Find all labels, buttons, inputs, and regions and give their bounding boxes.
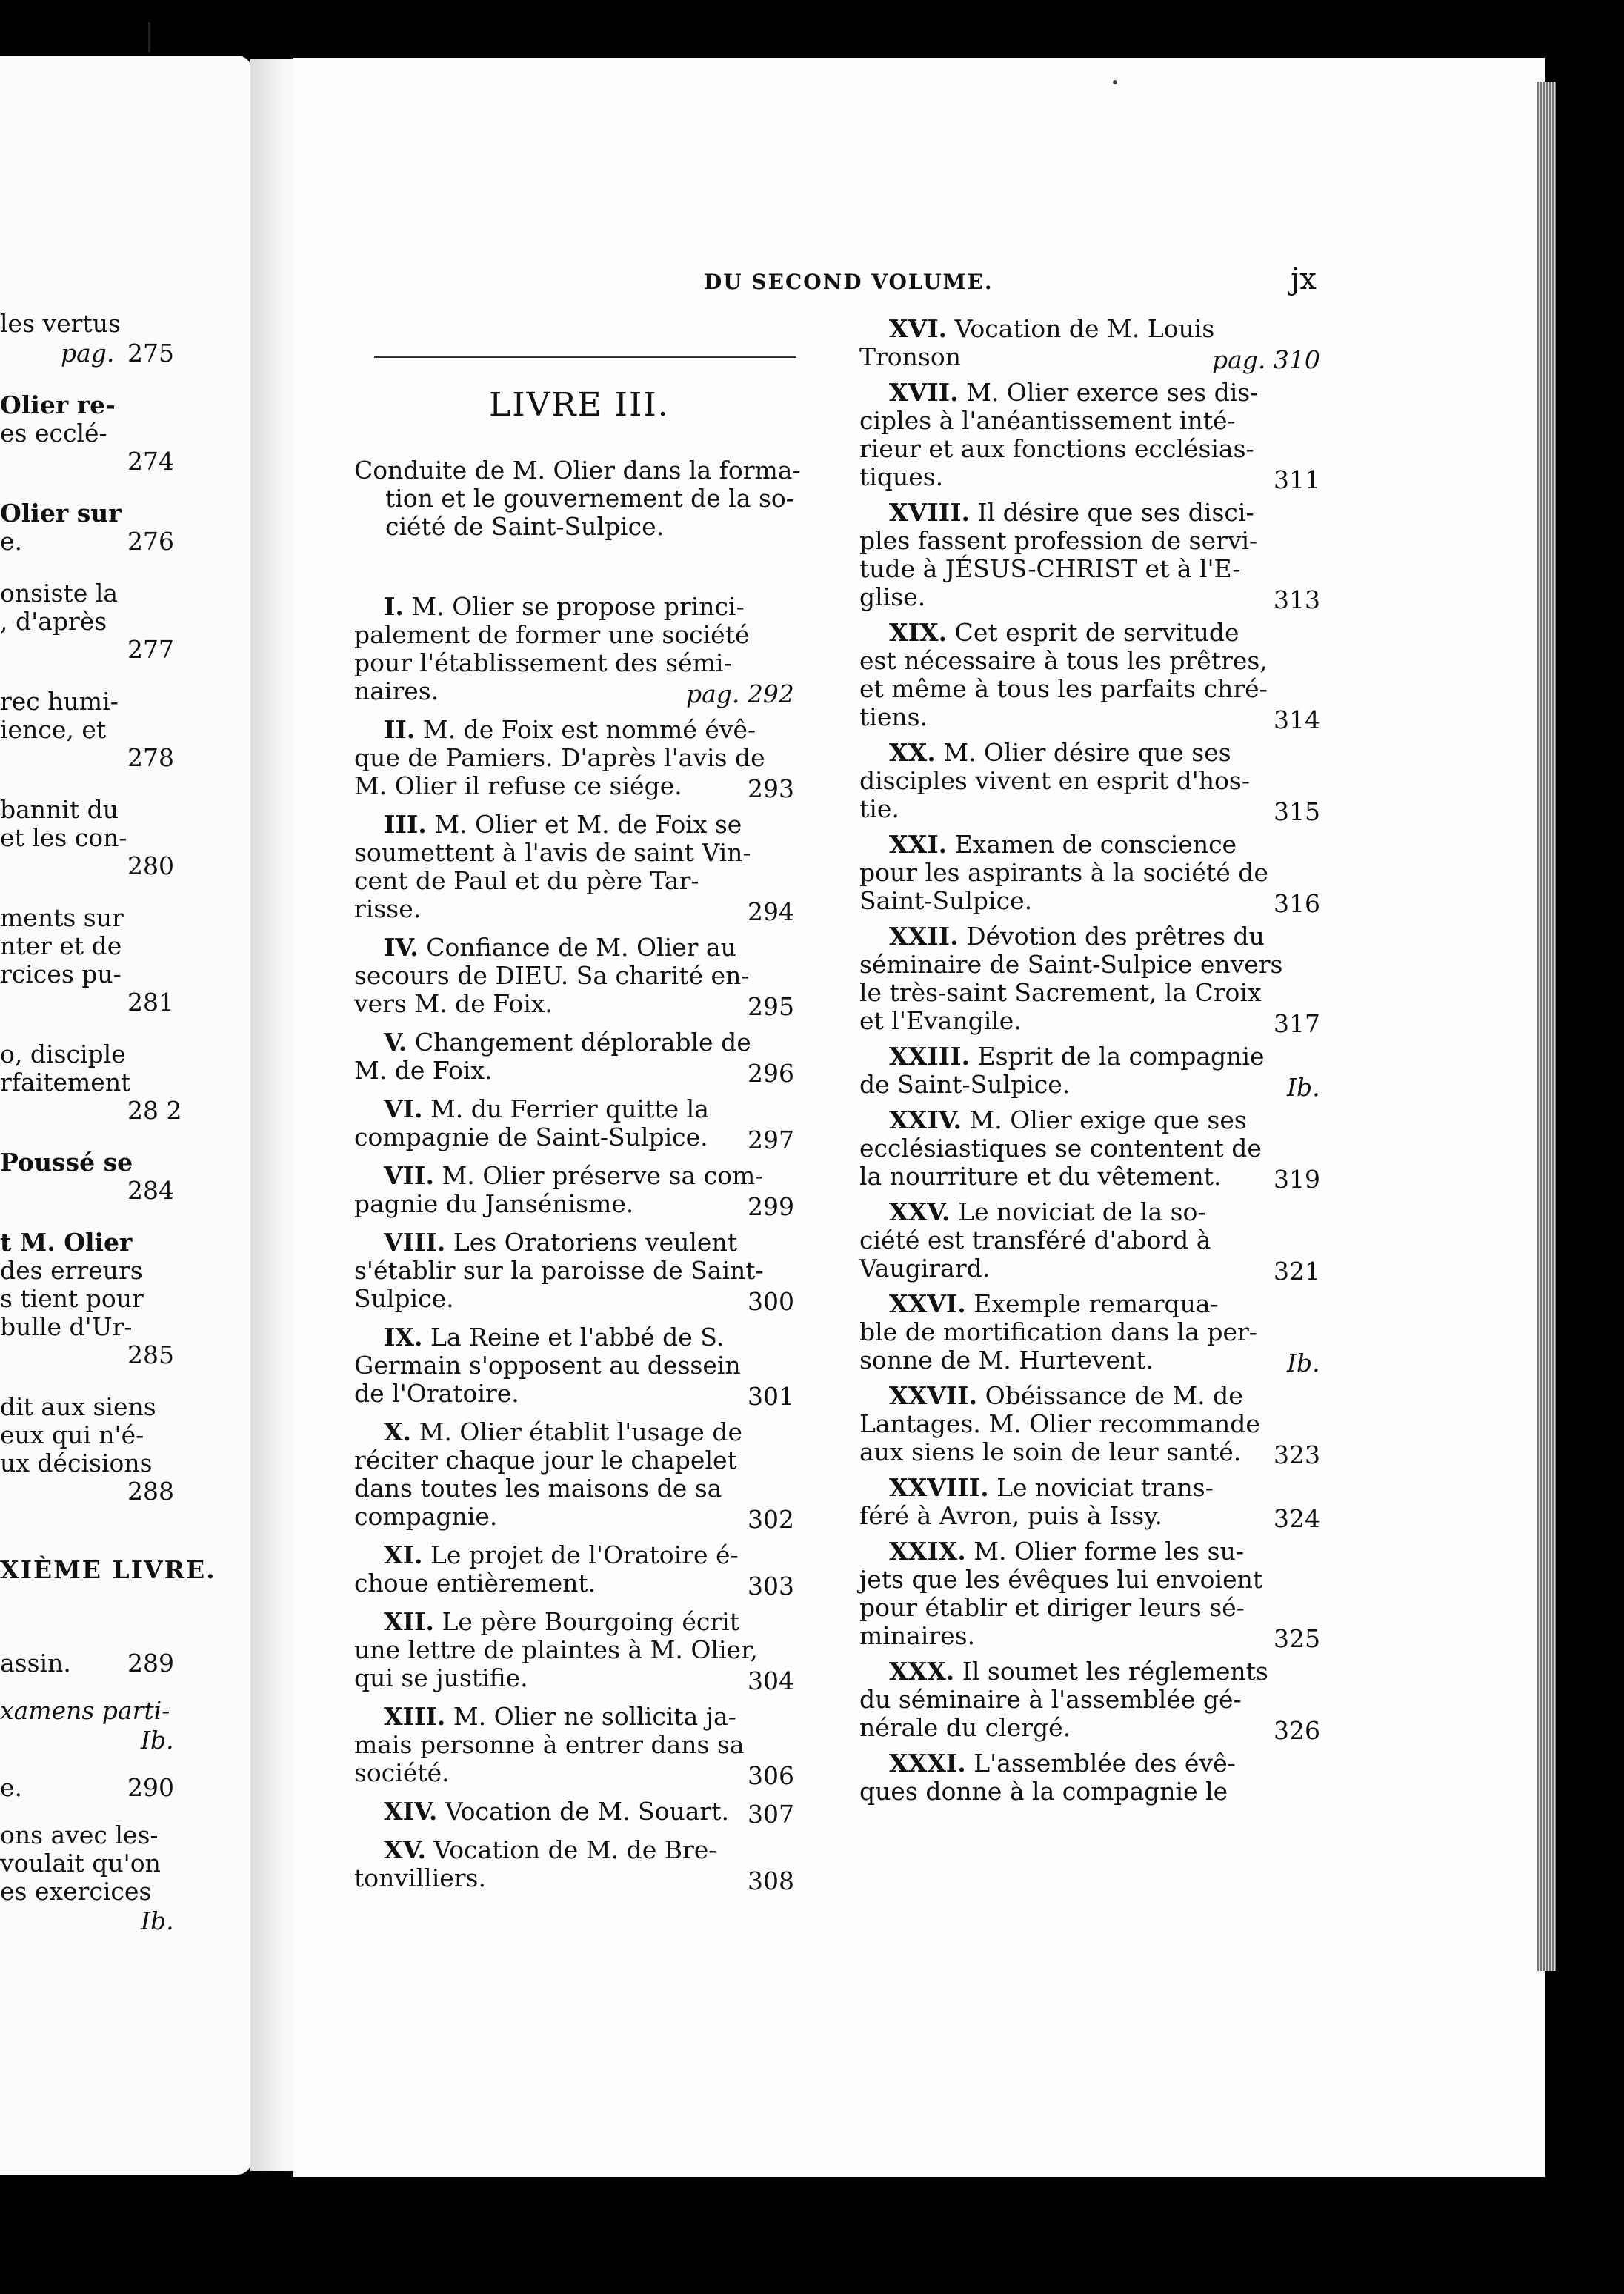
toc-entry-line: XXII. Dévotion des prêtres du <box>889 922 1265 951</box>
toc-entry <box>354 1095 739 1151</box>
toc-entry-line: rieur et aux fonctions ecclésias- <box>859 434 1254 463</box>
toc-entry-line: choue entièrement. <box>354 1569 596 1598</box>
left-page-fragment: o, disciple <box>0 1040 126 1068</box>
summary-line: ciété de Saint-Sulpice. <box>385 512 665 541</box>
toc-entry-line: du séminaire à l'assemblée gé- <box>859 1685 1242 1714</box>
toc-entry-line: est nécessaire à tous les prêtres, <box>859 646 1268 675</box>
left-page-fragment: les vertus <box>0 309 121 338</box>
toc-page-ref: 297 <box>748 1126 794 1154</box>
toc-entry <box>354 1541 739 1598</box>
left-page-fragment: 275 <box>127 339 174 368</box>
toc-entry <box>354 1798 739 1826</box>
toc-entry-line: V. Changement déplorable de <box>384 1028 751 1057</box>
left-page-fragment: 274 <box>127 447 174 476</box>
left-page-fragment: 280 <box>127 851 174 880</box>
left-page-fragment: eux qui n'é- <box>0 1420 144 1449</box>
toc-entry-line: ciples à l'anéantissement inté- <box>859 406 1236 435</box>
toc-page-ref: 304 <box>748 1666 794 1695</box>
left-page-fragment: 278 <box>127 743 174 772</box>
toc-entry <box>859 618 1268 731</box>
left-page-fragment: des erreurs <box>0 1256 143 1285</box>
toc-page-ref: Ib. <box>1287 1073 1320 1102</box>
toc-entry <box>859 315 1259 371</box>
toc-page-ref: 321 <box>1274 1257 1320 1286</box>
toc-entry <box>354 1607 758 1692</box>
toc-entry-line: XIII. M. Olier ne sollicita ja- <box>384 1702 736 1731</box>
toc-entry-line: le très-saint Sacrement, la Croix <box>859 978 1262 1007</box>
toc-entry-line: XXIX. M. Olier forme les su- <box>889 1537 1244 1566</box>
left-page-fragment: pag. <box>61 339 115 368</box>
left-page-fragment: et les con- <box>0 823 127 852</box>
toc-entry <box>859 499 1259 611</box>
toc-entry-line: XVIII. Il désire que ses disci- <box>889 498 1254 527</box>
toc-entry <box>354 1228 764 1313</box>
left-page-fragment: ons avec les- <box>0 1821 159 1849</box>
toc-page-ref: 299 <box>748 1192 794 1221</box>
toc-entry-line: M. Olier il refuse ce siége. <box>354 771 682 800</box>
toc-entry-line: I. M. Olier se propose princi- <box>384 592 745 621</box>
toc-entry-line: VII. M. Olier préserve sa com- <box>384 1161 764 1190</box>
toc-entry-line: XII. Le père Bourgoing écrit <box>384 1607 740 1636</box>
left-page-fragment: Olier re- <box>0 390 116 419</box>
toc-entry-line: tiens. <box>859 702 928 731</box>
toc-entry-line: qui se justifie. <box>354 1663 528 1692</box>
toc-page-ref: pag. 292 <box>686 679 794 708</box>
toc-entry-line: que de Pamiers. D'après l'avis de <box>354 743 765 772</box>
toc-entry-line: soumettent à l'avis de saint Vin- <box>354 838 751 867</box>
toc-entry-line: disciples vivent en esprit d'hos- <box>859 766 1251 795</box>
toc-entry-line: risse. <box>354 894 422 923</box>
toc-page-ref: 307 <box>748 1800 794 1829</box>
toc-page-ref: 314 <box>1274 705 1320 734</box>
left-page <box>0 56 252 2175</box>
toc-entry-line: ble de mortification dans la per- <box>859 1317 1257 1346</box>
toc-entry <box>859 1382 1259 1466</box>
toc-entry-line: pagnie du Jansénisme. <box>354 1189 634 1218</box>
toc-entry-line: M. de Foix. <box>354 1056 493 1085</box>
left-page-fragment: 288 <box>127 1477 174 1506</box>
left-page-fragment: 285 <box>127 1340 174 1369</box>
left-page-fragment: e. <box>0 1773 23 1802</box>
toc-entry-line: tie. <box>859 794 899 823</box>
toc-entry <box>354 1702 745 1787</box>
toc-entry <box>354 933 750 1018</box>
left-page-fragment: XIÈME LIVRE. <box>0 1555 216 1584</box>
toc-entry-line: sonne de M. Hurtevent. <box>859 1346 1154 1374</box>
toc-page-ref: 302 <box>748 1505 794 1534</box>
toc-entry-line: pour les aspirants à la société de <box>859 858 1268 887</box>
left-page-fragment: Ib. <box>141 1906 174 1935</box>
toc-entry-line: IX. La Reine et l'abbé de S. <box>384 1323 725 1352</box>
toc-entry-line: naires. <box>354 676 439 705</box>
left-page-fragment: 28 2 <box>127 1096 182 1125</box>
toc-entry-line: palement de former une société <box>354 620 750 649</box>
left-page-fragment: 289 <box>127 1649 174 1678</box>
left-page-fragment: voulait qu'on <box>0 1849 161 1878</box>
toc-entry-line: XXVIII. Le noviciat trans- <box>889 1473 1214 1502</box>
toc-entry-line: vers M. de Foix. <box>354 989 553 1018</box>
page-edges <box>1537 82 1556 1971</box>
toc-page-ref: 315 <box>1274 797 1320 826</box>
toc-entry <box>354 1323 739 1408</box>
toc-entry-line: cent de Paul et du père Tar- <box>354 866 699 895</box>
toc-entry-line: Vaugirard. <box>859 1254 991 1283</box>
ink-speck <box>1113 80 1117 84</box>
toc-entry-line: compagnie. <box>354 1502 498 1531</box>
toc-entry-line: tiques. <box>859 462 944 491</box>
toc-entry-line: XXXI. L'assemblée des évê- <box>889 1749 1236 1778</box>
toc-entry-line: société. <box>354 1758 450 1787</box>
toc-page-ref: 311 <box>1274 465 1320 494</box>
toc-entry-line: dans toutes les maisons de sa <box>354 1474 722 1503</box>
left-page-fragment: Poussé se <box>0 1148 133 1177</box>
scan-mark <box>148 22 150 52</box>
toc-page-ref: 317 <box>1274 1009 1320 1038</box>
left-page-fragment: rec humi- <box>0 687 119 716</box>
toc-entry <box>859 379 1259 491</box>
toc-entry-line: tonvilliers. <box>354 1864 486 1892</box>
left-page-fragment: , d'après <box>0 607 107 636</box>
toc-page-ref: 295 <box>748 992 794 1021</box>
toc-page-ref: 294 <box>748 897 794 926</box>
toc-entry <box>859 922 1283 1035</box>
left-page-fragment: xamens parti- <box>0 1696 170 1725</box>
left-page-fragment: 277 <box>127 635 174 664</box>
left-page-fragment: rfaitement <box>0 1068 131 1097</box>
toc-entry-line: de l'Oratoire. <box>354 1379 519 1408</box>
toc-entry <box>859 1749 1259 1806</box>
summary-line: tion et le gouvernement de la so- <box>385 484 794 513</box>
toc-entry <box>859 1106 1262 1191</box>
toc-page-ref: 319 <box>1274 1165 1320 1194</box>
left-page-fragment: es ecclé- <box>0 419 107 448</box>
page-number: jx <box>1291 262 1317 296</box>
toc-entry-line: ques donne à la compagnie le <box>859 1777 1228 1806</box>
left-page-fragment: Olier sur <box>0 499 122 528</box>
toc-entry-line: la nourriture et du vêtement. <box>859 1162 1222 1191</box>
section-rule <box>374 356 796 358</box>
toc-entry-line: et l'Evangile. <box>859 1006 1022 1035</box>
toc-entry-line: glise. <box>859 582 926 611</box>
left-page-fragment: bulle d'Ur- <box>0 1312 133 1341</box>
toc-entry-line: XXIV. M. Olier exige que ses <box>889 1106 1247 1134</box>
left-page-fragment: es exercices <box>0 1877 152 1906</box>
toc-entry-line: compagnie de Saint-Sulpice. <box>354 1123 708 1151</box>
toc-page-ref: Ib. <box>1287 1349 1320 1377</box>
toc-page-ref: 325 <box>1274 1624 1320 1653</box>
left-page-fragment: dit aux siens <box>0 1392 156 1421</box>
toc-entry-line: réciter chaque jour le chapelet <box>354 1446 737 1475</box>
toc-entry-line: tude à JÉSUS-CHRIST et à l'E- <box>859 554 1241 583</box>
toc-entry-line: nérale du clergé. <box>859 1713 1071 1742</box>
toc-entry-line: XI. Le projet de l'Oratoire é- <box>384 1540 739 1569</box>
toc-entry-line: et même à tous les parfaits chré- <box>859 674 1268 703</box>
toc-page-ref: 306 <box>748 1761 794 1790</box>
toc-entry-line: jets que les évêques lui envoient <box>859 1565 1263 1594</box>
toc-page-ref: 324 <box>1274 1504 1320 1533</box>
left-page-fragment: nter et de <box>0 931 122 960</box>
toc-entry <box>354 1836 739 1892</box>
toc-page-ref: 323 <box>1274 1440 1320 1469</box>
toc-entry <box>859 739 1259 823</box>
toc-entry-line: aux siens le soin de leur santé. <box>859 1437 1242 1466</box>
left-page-fragment: ux décisions <box>0 1449 153 1477</box>
left-page-fragment: t M. Olier <box>0 1228 133 1257</box>
toc-entry-line: XVI. Vocation de M. Louis <box>889 314 1215 343</box>
toc-entry-line: pour établir et diriger leurs sé- <box>859 1593 1245 1622</box>
toc-entry <box>354 1028 751 1085</box>
toc-entry-line: XXVII. Obéissance de M. de <box>889 1381 1243 1410</box>
toc-page-ref: 316 <box>1274 889 1320 918</box>
left-page-fragment: 276 <box>127 527 174 556</box>
toc-entry-line: X. M. Olier établit l'usage de <box>384 1417 743 1446</box>
left-page-fragment: assin. <box>0 1649 71 1678</box>
left-page-fragment: 284 <box>127 1176 174 1205</box>
toc-entry-line: féré à Avron, puis à Issy. <box>859 1501 1162 1530</box>
toc-page-ref: pag. 310 <box>1212 345 1320 374</box>
toc-entry <box>859 1474 1259 1530</box>
toc-entry-line: Germain s'opposent au dessein <box>354 1351 741 1380</box>
toc-entry-line: minaires. <box>859 1621 976 1650</box>
left-page-fragment: ience, et <box>0 715 107 744</box>
toc-entry-line: IV. Confiance de M. Olier au <box>384 933 736 962</box>
toc-entry-line: XIX. Cet esprit de servitude <box>889 618 1239 647</box>
toc-entry-line: VI. M. du Ferrier quitte la <box>384 1094 709 1123</box>
toc-page-ref: 326 <box>1274 1716 1320 1745</box>
toc-entry-line: XXVI. Exemple remarqua- <box>889 1289 1219 1318</box>
toc-entry-line: III. M. Olier et M. de Foix se <box>384 810 742 839</box>
toc-entry-line: ecclésiastiques se contentent de <box>859 1134 1262 1163</box>
toc-page-ref: 301 <box>748 1382 794 1411</box>
toc-entry-line: mais personne à entrer dans sa <box>354 1730 745 1759</box>
book-title: LIVRE III. <box>489 386 670 424</box>
toc-entry-line: Saint-Sulpice. <box>859 886 1033 915</box>
toc-entry-line: pour l'établissement des sémi- <box>354 648 732 677</box>
toc-entry <box>859 1290 1259 1374</box>
left-page-fragment: Ib. <box>141 1726 174 1755</box>
toc-entry <box>859 1537 1263 1650</box>
toc-entry-line: XXX. Il soumet les réglements <box>889 1657 1268 1686</box>
left-page-fragment: s tient pour <box>0 1284 144 1313</box>
toc-entry-line: Lantages. M. Olier recommande <box>859 1409 1260 1438</box>
left-page-fragment: e. <box>0 527 23 556</box>
toc-entry <box>354 1417 743 1531</box>
toc-entry-line: de Saint-Sulpice. <box>859 1070 1071 1099</box>
toc-page-ref: 303 <box>748 1572 794 1600</box>
toc-entry-line: XV. Vocation de M. de Bre- <box>384 1835 717 1864</box>
summary-line: Conduite de M. Olier dans la forma- <box>354 456 801 485</box>
toc-entry-line: secours de DIEU. Sa charité en- <box>354 961 750 990</box>
toc-entry-line: XIV. Vocation de M. Souart. <box>384 1797 729 1826</box>
left-page-fragment: 281 <box>127 988 174 1017</box>
toc-page-ref: 296 <box>748 1059 794 1088</box>
left-page-fragment: ments sur <box>0 903 124 932</box>
running-title: DU SECOND VOLUME. <box>704 270 994 294</box>
toc-entry <box>354 715 765 800</box>
toc-page-ref: 300 <box>748 1287 794 1316</box>
toc-entry-line: ples fassent profession de servi- <box>859 526 1258 555</box>
toc-entry <box>859 830 1268 915</box>
toc-page-ref: 293 <box>748 774 794 803</box>
toc-entry-line: une lettre de plaintes à M. Olier, <box>354 1635 758 1664</box>
toc-entry-line: Tronson <box>859 342 961 371</box>
toc-entry <box>859 1657 1268 1742</box>
toc-entry-line: XXIII. Esprit de la compagnie <box>889 1042 1265 1071</box>
left-page-fragment: onsiste la <box>0 579 119 608</box>
left-page-fragment: rcices pu- <box>0 960 122 988</box>
toc-entry-line: XVII. M. Olier exerce ses dis- <box>889 378 1259 407</box>
toc-entry-line: II. M. de Foix est nommé évê- <box>384 715 756 744</box>
left-page-fragment: bannit du <box>0 795 119 824</box>
toc-entry-line: séminaire de Saint-Sulpice envers <box>859 950 1283 979</box>
toc-entry <box>859 1042 1265 1099</box>
toc-entry <box>859 1198 1259 1283</box>
toc-entry <box>354 810 751 923</box>
toc-entry <box>354 1161 764 1218</box>
toc-entry-line: VIII. Les Oratoriens veulent <box>384 1228 737 1257</box>
toc-entry-line: XXI. Examen de conscience <box>889 830 1237 859</box>
toc-entry-line: ciété est transféré d'abord à <box>859 1226 1211 1254</box>
toc-page-ref: 308 <box>748 1866 794 1895</box>
toc-entry-line: s'établir sur la paroisse de Saint- <box>354 1256 764 1285</box>
left-page-fragment: 290 <box>127 1773 174 1802</box>
toc-entry-line: XXV. Le noviciat de la so- <box>889 1197 1206 1226</box>
toc-page-ref: 313 <box>1274 585 1320 614</box>
toc-entry-line: XX. M. Olier désire que ses <box>889 738 1231 767</box>
toc-entry-line: Sulpice. <box>354 1284 454 1313</box>
